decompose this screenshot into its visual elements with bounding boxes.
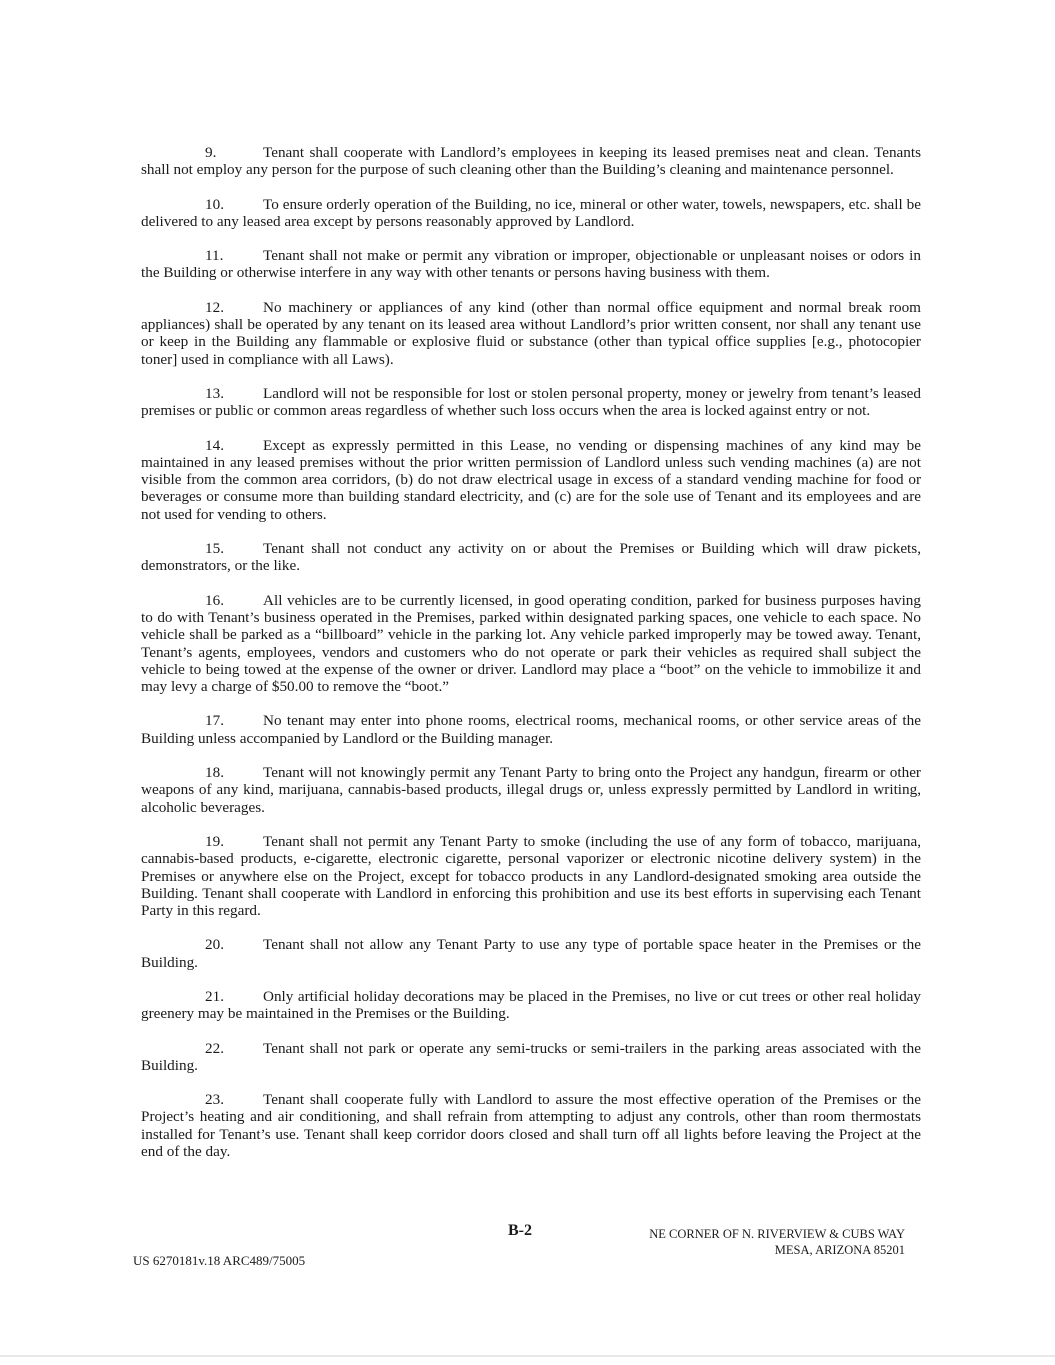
rule-paragraph <box>141 144 921 179</box>
paragraph-number: 23. <box>205 1091 224 1109</box>
rule-paragraph <box>141 936 921 971</box>
rule-paragraph <box>141 833 921 919</box>
rule-paragraph <box>141 764 921 816</box>
rule-paragraph <box>141 712 921 747</box>
paragraph-number: 18. <box>205 764 224 782</box>
rule-paragraph <box>141 1091 921 1160</box>
rule-paragraph <box>141 247 921 282</box>
paragraph-text: Tenant shall not park or operate any semi-trucks or semi-trailers in the parking areas associated with the Building. <box>141 1039 921 1074</box>
address-line-1: NE CORNER OF N. RIVERVIEW & CUBS WAY <box>649 1227 905 1241</box>
page-number: B-2 <box>508 1222 532 1239</box>
paragraph-number: 17. <box>205 712 224 730</box>
paragraph-number: 14. <box>205 436 224 454</box>
rule-paragraph <box>141 299 921 368</box>
rule-paragraph <box>141 196 921 231</box>
paragraph-text: Landlord will not be responsible for lost or stolen personal property, money or jewelry from tenant’s leased premises or public or common areas regardless of whether such loss occurs when the area is locked against entry or not. <box>141 384 921 420</box>
paragraph-number: 16. <box>205 591 224 609</box>
paragraph-text: Tenant shall not permit any Tenant Party to smoke (including the use of any form of tobacco, marijuana, cannabis-based products, e-cigarette, electronic cigarette, personal vaporizer or electronic nicotine delivery system) in the Premises or anywhere else on the Project, except for tobacco products in any Landlord-designated smoking area outside the Building. Tenant shall cooperate with Landlord in enforcing this prohibition and use its best efforts in supervising each Tenant Party in this regard. <box>141 832 921 920</box>
paragraph-text: Tenant shall cooperate fully with Landlord to assure the most effective operation of the Premises or the Project’s heating and air conditioning, and shall refrain from attempting to adjust any controls, other than room thermostats installed for Tenant’s use. Tenant shall keep corridor doors closed and shall turn off all lights before leaving the Project at the end of the day. <box>141 1091 921 1161</box>
paragraph-number: 20. <box>205 936 224 954</box>
paragraph-number: 13. <box>205 384 224 402</box>
paragraph-number: 21. <box>205 987 224 1005</box>
paragraph-number: 22. <box>205 1039 224 1057</box>
paragraph-number: 19. <box>205 832 224 850</box>
rule-paragraph <box>141 385 921 420</box>
document-id: US 6270181v.18 ARC489/75005 <box>133 1253 306 1268</box>
paragraph-number: 10. <box>205 195 224 213</box>
property-address <box>649 1226 905 1258</box>
paragraph-text: Tenant will not knowingly permit any Tenant Party to bring onto the Project any handgun, firearm or other weapons of any kind, marijuana, cannabis-based products, illegal drugs or, unless expressly permitted by Landlord in writing, alcoholic beverages. <box>141 764 921 816</box>
paragraph-text: Tenant shall cooperate with Landlord’s employees in keeping its leased premises neat and clean. Tenants shall not employ any person for the purpose of such cleaning other than the Building’s cleaning and maintenance personnel. <box>141 144 921 179</box>
paragraph-number: 12. <box>205 298 224 316</box>
rule-paragraph <box>141 540 921 575</box>
paragraph-text: No machinery or appliances of any kind (other than normal office equipment and normal break room appliances) shall be operated by any tenant on its leased area without Landlord’s prior written consent, nor shall any tenant use or keep in the Building any flammable or explosive fluid or substance (other than typical office supplies [e.g., photocopier toner] used in compliance with all Laws). <box>141 298 921 368</box>
paragraph-text: All vehicles are to be currently licensed, in good operating condition, parked for business purposes having to do with Tenant’s business operated in the Premises, parked within designated parking spaces, one vehicle to each space. No vehicle shall be parked as a “billboard” vehicle in the parking lot. Any vehicle parked improperly may be towed away. Tenant, Tenant’s agents, employees, vendors and customers who do not operate or park their vehicles as required shall subject the vehicle to being towed at the expense of the owner or driver. Landlord may place a “boot” on the vehicle to immobilize it and may levy a charge of $50.00 to remove the “boot.” <box>141 591 921 696</box>
scan-edge <box>0 1355 1055 1357</box>
paragraph-text: Tenant shall not make or permit any vibration or improper, objectionable or unpleasant noises or odors in the Building or otherwise interfere in any way with other tenants or persons having business with them. <box>141 247 921 282</box>
rule-paragraph <box>141 1040 921 1075</box>
rule-paragraph <box>141 437 921 523</box>
rule-paragraph <box>141 988 921 1023</box>
paragraph-text: No tenant may enter into phone rooms, electrical rooms, mechanical rooms, or other service areas of the Building unless accompanied by Landlord or the Building manager. <box>141 712 921 747</box>
paragraph-text: Tenant shall not conduct any activity on or about the Premises or Building which will draw pickets, demonstrators, or the like. <box>141 540 921 575</box>
paragraph-text: Except as expressly permitted in this Lease, no vending or dispensing machines of any kind may be maintained in any leased premises without the prior written permission of Landlord unless such vending machines (a) are not visible from the common area corridors, (b) do not draw electrical usage in excess of a standard vending machine for food or beverages or consume more than building standard electricity, and (c) are for the sole use of Tenant and its employees and are not used for vending to others. <box>141 436 921 523</box>
paragraph-text: To ensure orderly operation of the Building, no ice, mineral or other water, towels, newspapers, etc. shall be delivered to any leased area except by persons reasonably approved by Landlord. <box>141 195 921 230</box>
paragraph-number: 15. <box>205 540 224 558</box>
document-body <box>141 144 921 1177</box>
paragraph-number: 11. <box>205 247 224 265</box>
paragraph-text: Tenant shall not allow any Tenant Party to use any type of portable space heater in the Premises or the Building. <box>141 936 921 971</box>
rule-paragraph <box>141 592 921 696</box>
paragraph-number: 9. <box>205 144 217 161</box>
paragraph-text: Only artificial holiday decorations may be placed in the Premises, no live or cut trees or other real holiday greenery may be maintained in the Premises or the Building. <box>141 987 921 1023</box>
address-line-2: MESA, ARIZONA 85201 <box>774 1243 905 1257</box>
